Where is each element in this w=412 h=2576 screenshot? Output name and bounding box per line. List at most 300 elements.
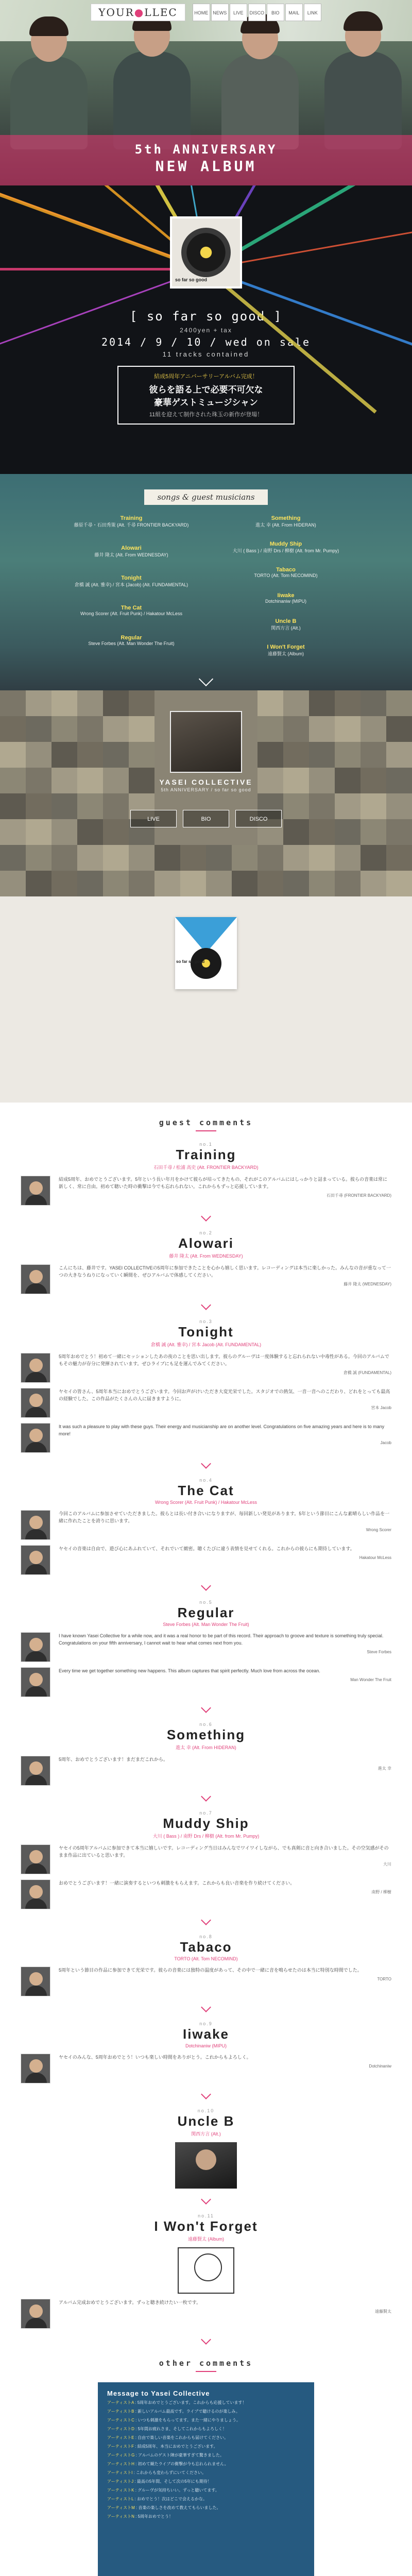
guest-comments-title: guest comments [159, 1118, 253, 1127]
comment-guest: Wrong Scorer (Alt. Fruit Punk) / Hakatour McLess [155, 1500, 257, 1505]
avatar [21, 1545, 50, 1575]
mosaic-tile [180, 845, 206, 871]
mosaic-tile [335, 845, 360, 871]
comment-row [21, 1879, 391, 1909]
album-release [0, 185, 412, 474]
mosaic-tile [360, 845, 386, 871]
mosaic-tile [309, 716, 335, 742]
mosaic-tile [26, 871, 52, 896]
comment-row [21, 1176, 391, 1206]
comment-body [59, 2054, 391, 2070]
mosaic-tile [77, 845, 103, 871]
comment-signature: 藤井 隆太 (WEDNESDAY) [344, 1282, 391, 1286]
mosaic-tile [103, 716, 129, 742]
comment-text: I have known Yasei Collective for a while now, and it was a real honor to be part of this record. Their approach to groove and texture is something truly special. Congratulations on your fifth anniversary, I cannot wait to hear what comes next from you. [59, 1633, 384, 1646]
comment-text: ヤセイのみんな、5周年おめでとう！いつも楽しい時間をありがとう。これからもよろしく。 [59, 2055, 251, 2060]
chevron-down-icon[interactable] [201, 2089, 211, 2099]
comment-row [21, 1353, 391, 1383]
board-title: Message to Yasei Collective [107, 2389, 210, 2397]
board-message: アーティストA : 5周年おめでとうございます。これからも応援しています！ [107, 2400, 247, 2405]
message-author: アーティストG [107, 2453, 135, 2458]
comment-block [0, 2108, 412, 2203]
comment-number: no.1 [199, 1142, 213, 1147]
comment-number: no.4 [199, 1478, 213, 1483]
title-underline [196, 1130, 216, 1131]
comment-row [21, 1388, 391, 1418]
comment-row [21, 1844, 391, 1874]
chevron-down-icon[interactable] [199, 672, 213, 686]
board-message: アーティストD : 5年間お疲れさま、そしてこれからもよろしく！ [107, 2427, 227, 2431]
album-title: [ so far so good ] [129, 309, 283, 324]
track-name: Iiwake [277, 592, 295, 599]
message-author: アーティストJ [107, 2479, 134, 2484]
comment-signature: Man Wonder The Fruit [350, 1677, 391, 1682]
mosaic-tile [129, 845, 154, 871]
track-artist: Wrong Scorer (Alt. Fruit Punk) / Hakatour McLess [80, 611, 182, 616]
comment-text: ヤセイの音楽は自由で、遊び心にあふれていて、それでいて緻密。聴くたびに違う表情を見せてくれる。これからの彼らにも期待しています。 [59, 1546, 355, 1551]
comment-number: no.10 [197, 2108, 215, 2113]
comment-row [21, 1264, 391, 1294]
track-item[interactable] [62, 515, 201, 528]
avatar [21, 1756, 50, 1786]
mosaic-tile [26, 742, 52, 768]
comment-body [59, 1967, 391, 1983]
message-author: アーティストB [107, 2409, 134, 2414]
comment-block [0, 1722, 412, 1800]
comment-block [0, 1934, 412, 2011]
comment-text: 結成5周年、おめでとうございます。5年という長い年月をかけて彼らが培ってきたもの、それがこのアルバムにはしっかりと詰まっている。彼らの音楽は常に新しく、常に自由。初めて聴いた時の衝撃は今でも忘れられない。これからもずっと応援しています。 [59, 1177, 387, 1189]
track-artist: Steve Forbes (Alt. Man Wonder The Fruit) [88, 641, 175, 646]
collective-section [0, 690, 412, 896]
mosaic-tile [309, 819, 335, 845]
comment-song-title: Uncle B [177, 2113, 235, 2129]
comment-signature: 宮本 Jacob [371, 1405, 391, 1410]
track-item[interactable] [216, 592, 355, 604]
other-comments-title: other comments [159, 2359, 253, 2368]
hero [0, 0, 412, 185]
mosaic-tile [386, 742, 412, 768]
track-artist: TORTO (Alt. Tom NECOMIND) [254, 573, 318, 578]
comment-guest: 倉橋 誠 (Alt. 雅幸) / 宮本 Jacob (Alt. FUNDAMENTAL) [150, 1342, 262, 1347]
message-text: 最高の5年間、そして次の5年にも期待！ [136, 2479, 212, 2484]
mosaic-tile [129, 871, 154, 896]
track-artist: 関西方言 (Alt.) [271, 625, 301, 631]
comment-guest: 石田千尋 / 松浦 高史 (Alt. FRONTIER BACKYARD) [153, 1165, 259, 1170]
board-message: アーティストK : グルーヴが気持ちいい。ずっと聴いてます。 [107, 2488, 219, 2493]
comment-signature: Hakatour McLess [359, 1555, 391, 1560]
mosaic-tile [129, 716, 154, 742]
comment-number: no.6 [199, 1722, 213, 1727]
message-text: 新しいアルバム最高です。ライブで聴けるのが楽しみ。 [138, 2409, 240, 2414]
band-subtitle: 5th ANNIVERSARY / so far so good [161, 787, 251, 792]
board-message: アーティストG : アルバムのゲスト陣が豪華すぎて驚きました。 [107, 2453, 224, 2458]
mosaic-tile [0, 716, 26, 742]
mosaic-tile [283, 716, 309, 742]
comment-number: no.8 [199, 1934, 213, 1939]
track-name: Regular [121, 635, 142, 641]
comment-body [59, 1879, 391, 1896]
avatar [21, 1667, 50, 1697]
avatar [21, 1388, 50, 1418]
mosaic-tile [103, 845, 129, 871]
mosaic-tile [335, 793, 360, 819]
comment-guest: 進太 幸 (Alt. From HIDERAN) [176, 1745, 236, 1750]
chevron-down-icon[interactable] [201, 1703, 211, 1713]
track-name: Alowari [121, 545, 142, 551]
board-message: アーティストM : 音楽の楽しさを改めて教えてもらいました。 [107, 2505, 221, 2510]
chevron-down-icon[interactable] [201, 1581, 211, 1591]
track-name: The Cat [121, 605, 142, 611]
track-name: Tonight [121, 575, 142, 581]
avatar [21, 1176, 50, 1206]
mosaic-tile [26, 819, 52, 845]
mosaic-tile [0, 793, 26, 819]
summary-line: 豪華ゲストミュージシャン [154, 398, 258, 408]
comment-text: 5周年、おめでとうございます！まだまだこれから。 [59, 1757, 168, 1762]
mosaic-tile [258, 845, 283, 871]
mosaic-tile [77, 793, 103, 819]
comment-guest: TORTO (Alt. Tom NECOMIND) [174, 1956, 238, 1961]
board-message: アーティストH : 初めて観たライブの衝撃が今も忘れられません。 [107, 2462, 229, 2466]
mosaic-tile [232, 845, 258, 871]
comment-block [0, 1319, 412, 1467]
message-text: グルーヴが気持ちいい。ずっと聴いてます。 [138, 2488, 219, 2493]
message-text: 初めて観たライブの衝撃が今も忘れられません。 [138, 2462, 229, 2466]
comment-song-title: Iiwake [182, 2026, 230, 2042]
guest-comments-section [0, 1103, 412, 2576]
comment-number: no.5 [199, 1600, 213, 1605]
comment-block [0, 2021, 412, 2098]
board-message: アーティストF : 結成5周年、本当におめでとうございます。 [107, 2444, 218, 2449]
album-price: 2400yen + tax [180, 327, 232, 334]
mosaic-tile [52, 793, 77, 819]
message-author: アーティストC [107, 2418, 134, 2422]
mosaic-tile [258, 690, 283, 716]
avatar [21, 1879, 50, 1909]
message-text: これからも変わらずにいてください。 [136, 2470, 207, 2475]
cover-art-section [0, 896, 412, 1103]
message-text: 5周年おめでとうございます。これからも応援しています！ [137, 2400, 247, 2405]
mosaic-tile [309, 793, 335, 819]
comment-row [21, 1967, 391, 1996]
chevron-down-icon[interactable] [201, 1300, 211, 1310]
mosaic-tile [103, 690, 129, 716]
track-item[interactable] [62, 605, 201, 616]
comment-body [59, 1545, 391, 1562]
comment-block [0, 2213, 412, 2343]
mosaic-tile [309, 690, 335, 716]
mosaic-tile [360, 871, 386, 896]
message-board [98, 2382, 314, 2576]
album-jacket [175, 917, 237, 989]
board-message: アーティストJ : 最高の5年間、そして次の5年にも期待！ [107, 2479, 212, 2484]
comment-song-title: Tabaco [180, 1939, 232, 1955]
comment-body [59, 1632, 391, 1656]
mosaic-tile [283, 690, 309, 716]
mosaic-tile [103, 742, 129, 768]
comment-guest: 遠藤賢太 (Album) [187, 2236, 224, 2242]
track-item[interactable] [216, 515, 355, 528]
message-author: アーティストE [107, 2435, 134, 2440]
mosaic-tile [77, 716, 103, 742]
message-text: アルバムのゲスト陣が豪華すぎて驚きました。 [138, 2453, 224, 2458]
comment-song-title: I Won't Forget [154, 2218, 258, 2234]
collective-buttons [124, 810, 288, 827]
avatar [21, 1264, 50, 1294]
track-item[interactable] [216, 644, 355, 657]
comment-signature: Dotchinaniw [369, 2064, 391, 2069]
comment-text: ヤセイの5周年アルバムに参加できて本当に嬉しいです。レコーディング当日はみんなでワイワイしながら、でも真剣に音と向き合いました。その空気感がそのまま作品に出ていると思います。 [59, 1845, 389, 1858]
comment-text: 5周年おめでとう！初めて一緒にセッションしたあの夜のことを思い出します。彼らのグルーヴは一度体験すると忘れられない中毒性がある。今回のアルバムでもその魅力が存分に発揮されています。ぜひライブにも足を運んでみてください。 [59, 1354, 389, 1366]
comment-block [0, 1478, 412, 1589]
board-message: アーティストE : 自由で楽しい音楽をこれからも届けてください。 [107, 2435, 229, 2440]
comment-text: 5周年という節目の作品に参加できて光栄です。彼らの音楽には独特の温度があって、その中で一緒に音を鳴らせたのは本当に特別な時間でした。 [59, 1968, 362, 1973]
chevron-down-icon[interactable] [201, 1459, 211, 1469]
mosaic-tile [360, 793, 386, 819]
comment-number: no.2 [199, 1230, 213, 1235]
comment-row [21, 1667, 391, 1697]
comment-list [0, 1142, 412, 2343]
track-artist: 藤原千尋・石田秀策 (Alt. 千尋 FRONTIER BACKYARD) [74, 522, 189, 528]
track-name: Training [120, 515, 143, 521]
message-author: アーティストA [107, 2400, 134, 2405]
mosaic-tile [360, 819, 386, 845]
comment-row [21, 1545, 391, 1575]
mosaic-tile [77, 871, 103, 896]
summary-line: 彼らを語る上で必要不可欠な [149, 385, 263, 395]
mosaic-tile [0, 819, 26, 845]
comment-text: Every time we get together something new happens. This album captures that spirit perfectly. Much love from across the ocean. [59, 1668, 320, 1673]
message-text: 5周年おめでとう！ [138, 2514, 174, 2519]
nav-item-news[interactable]: NEWS [211, 4, 229, 21]
comment-signature: 大川 [383, 1862, 391, 1867]
mosaic-tile [258, 871, 283, 896]
chevron-down-icon[interactable] [201, 1211, 211, 1222]
chevron-down-icon[interactable] [201, 2194, 211, 2205]
mosaic-tile [52, 742, 77, 768]
songs-heading: songs & guest musicians [144, 489, 268, 505]
comment-block [0, 1142, 412, 1220]
release-date: 2014 / 9 / 10 / wed on sale [101, 336, 311, 348]
mosaic-tile [386, 845, 412, 871]
track-artist: 大川 ( Bass ) / 南野 Drs / 柳樹 (Alt. from Mr. Pumpy) [232, 548, 339, 553]
mosaic-tile [154, 845, 180, 871]
record-disc-icon [181, 228, 231, 277]
mosaic-tile [360, 690, 386, 716]
chevron-down-icon[interactable] [201, 1915, 211, 1925]
comment-guest: 関西方言 (Alt.) [191, 2131, 221, 2137]
comment-body [59, 1756, 391, 1772]
message-text: 5年間お疲れさま、そしてこれからもよろしく！ [138, 2427, 227, 2431]
comment-guest: Dotchinaniw (MIPU) [185, 2043, 227, 2048]
collective-button-bio[interactable]: BIO [183, 810, 229, 827]
nav-item-mail[interactable]: MAIL [285, 4, 303, 21]
mosaic-tile [283, 845, 309, 871]
banner-line-2: NEW ALBUM [155, 158, 257, 175]
message-text: いつも刺激をもらってます。また一緒にやりましょう。 [138, 2418, 241, 2422]
top-navigation [0, 0, 412, 25]
comment-number: no.11 [198, 2213, 214, 2218]
comment-number: no.3 [199, 1319, 213, 1324]
track-item[interactable] [216, 618, 355, 631]
mosaic-tile [360, 716, 386, 742]
comment-signature: TORTO [377, 1977, 391, 1981]
comment-signature: 進太 幸 [377, 1766, 391, 1771]
mosaic-tile [52, 690, 77, 716]
mosaic-tile [129, 690, 154, 716]
jacket-label: so far so good [176, 959, 205, 964]
track-item[interactable] [62, 545, 201, 558]
mosaic-tile [52, 716, 77, 742]
songs-section [0, 474, 412, 690]
mosaic-tile [0, 690, 26, 716]
mosaic-tile [52, 871, 77, 896]
avatar [21, 2054, 50, 2083]
mosaic-tile [309, 845, 335, 871]
track-name: Tabaco [276, 567, 296, 573]
comment-number: no.7 [199, 1810, 213, 1816]
mosaic-tile [206, 871, 232, 896]
track-name: Muddy Ship [269, 541, 302, 547]
site-logo[interactable]: YOUR●LLEC [91, 4, 185, 21]
mosaic-tile [0, 845, 26, 871]
track-artist: Dotchinaniw (MIPU) [265, 599, 307, 604]
nav-item-disco[interactable]: DISCO [248, 4, 266, 21]
nav-item-bio[interactable]: BIO [267, 4, 284, 21]
track-name: Something [271, 515, 301, 521]
comment-signature: 遠藤賢太 [375, 2309, 391, 2314]
summary-line: 結成5周年アニバーサリーアルバム完成！ [154, 374, 258, 380]
track-name: Uncle B [275, 618, 297, 624]
chevron-down-icon[interactable] [201, 2334, 211, 2345]
summary-line: 11組を迎えて制作された珠玉の新作が登場！ [149, 412, 263, 418]
message-author: アーティストL [107, 2497, 134, 2501]
mosaic-tile [129, 742, 154, 768]
message-author: アーティストK [107, 2488, 134, 2493]
track-item[interactable] [62, 575, 201, 588]
board-message: アーティストI : これからも変わらずにいてください。 [107, 2470, 207, 2475]
comment-signature: 南野 / 柳樹 [371, 1890, 391, 1894]
track-item[interactable] [216, 567, 355, 578]
guest-photo [175, 2142, 237, 2189]
cover-label: so far so good [175, 277, 208, 282]
comment-text: It was such a pleasure to play with these guys. Their energy and musicianship are on another level. Congratulations on five amazing years and here is to many more! [59, 1424, 385, 1436]
chevron-down-icon[interactable] [201, 1791, 211, 1802]
avatar [21, 1423, 50, 1453]
mosaic-tile [26, 690, 52, 716]
message-author: アーティストH [107, 2462, 134, 2466]
board-message: アーティストN : 5周年おめでとう！ [107, 2514, 174, 2519]
mosaic-tile [386, 871, 412, 896]
comment-signature: Steve Forbes [367, 1650, 391, 1654]
comment-song-title: Alowari [178, 1235, 234, 1251]
comment-signature: Jacob [380, 1440, 391, 1445]
collective-button-live[interactable]: LIVE [130, 810, 177, 827]
mosaic-tile [386, 716, 412, 742]
board-message: アーティストL : おめでとう！次はどこで会えるかな。 [107, 2497, 207, 2501]
comment-song-title: Tonight [178, 1324, 234, 1340]
mosaic-tile [103, 871, 129, 896]
track-item[interactable] [216, 541, 355, 554]
message-text: 結成5周年、本当におめでとうございます。 [137, 2444, 218, 2449]
band-name: YASEI COLLECTIVE [159, 778, 253, 786]
message-author: アーティストM [107, 2505, 135, 2510]
comment-row [21, 1756, 391, 1786]
message-text: おめでとう！次はどこで会えるかな。 [136, 2497, 207, 2501]
comment-guest: 大川 ( Bass ) / 南野 Drs / 柳樹 (Alt. from Mr. Pumpy) [152, 1834, 260, 1839]
mosaic-tile [26, 793, 52, 819]
track-count: 11 tracks contained [162, 350, 250, 358]
mosaic-tile [26, 845, 52, 871]
avatar [21, 1844, 50, 1874]
board-message: アーティストB : 新しいアルバム最高です。ライブで聴けるのが楽しみ。 [107, 2409, 240, 2414]
comment-text: おめでとうございます！一緒に演奏するといつも刺激をもらえます。これからも良い音楽を作り続けてください。 [59, 1880, 295, 1886]
comment-song-title: Something [166, 1727, 246, 1742]
comment-body [59, 1844, 391, 1868]
mosaic-tile [258, 716, 283, 742]
mosaic-tile [154, 871, 180, 896]
album-cover [170, 216, 242, 289]
mosaic-tile [335, 819, 360, 845]
comment-block [0, 1230, 412, 1309]
mosaic-tile [283, 871, 309, 896]
mosaic-tile [52, 845, 77, 871]
board-message: アーティストC : いつも刺激をもらってます。また一緒にやりましょう。 [107, 2418, 241, 2422]
avatar [21, 1510, 50, 1540]
comment-song-title: The Cat [178, 1483, 234, 1498]
mosaic-tile [0, 742, 26, 768]
board-lines [107, 2400, 305, 2520]
message-author: アーティストF [107, 2444, 134, 2449]
mosaic-tile [386, 819, 412, 845]
nav-item-home[interactable]: HOME [193, 4, 210, 21]
comment-block [0, 1810, 412, 1924]
mosaic-tile [180, 871, 206, 896]
message-author: アーティストD [107, 2427, 134, 2431]
mosaic-tile [77, 819, 103, 845]
comment-block [0, 1600, 412, 1711]
mosaic-tile [52, 819, 77, 845]
comment-text: 今回このアルバムに参加させていただきました。彼らとは長い付き合いになりますが、毎回新しい発見があります。5年という節目にこんな素晴らしい作品を一緒に作れたことを誇りに思います。 [59, 1511, 390, 1523]
comment-body [59, 1667, 391, 1684]
comment-signature: 倉橋 誠 (FUNDAMENTAL) [343, 1370, 391, 1375]
comment-text: ヤセイの皆さん、5周年本当におめでとうございます。今回お声がけいただき大変光栄でした。スタジオでの熱気、一音一音へのこだわり、どれをとっても最高の経験でした。この作品がたくさんの人に届きますように。 [59, 1389, 390, 1401]
comment-row [21, 1423, 391, 1453]
mosaic-tile [386, 690, 412, 716]
comment-row [21, 2299, 391, 2329]
band-photo [170, 711, 242, 773]
chevron-down-icon[interactable] [201, 2002, 211, 2012]
nav-item-link[interactable]: LINK [304, 4, 321, 21]
nav-item-live[interactable]: LIVE [230, 4, 247, 21]
avatar [21, 1967, 50, 1996]
avatar [21, 1353, 50, 1383]
comment-body [59, 1388, 391, 1412]
comment-body [59, 1353, 391, 1377]
comment-number: no.9 [199, 2021, 213, 2026]
track-artist: 遠藤賢太 (Album) [267, 651, 304, 656]
nav-list [193, 4, 321, 21]
comment-row [21, 2054, 391, 2083]
avatar [21, 1632, 50, 1662]
mosaic-tile [77, 690, 103, 716]
collective-button-disco[interactable]: DISCO [235, 810, 282, 827]
comment-text: こんにちは、藤井です。YASEI COLLECTIVEの5周年に参加できたことを心から嬉しく思います。レコーディングは本当に楽しかった。みんなの音が重なって一つの大きなうねりになっていく瞬間を、ぜひアルバムで体感してください。 [59, 1265, 391, 1278]
track-item[interactable] [62, 635, 201, 646]
comment-body [59, 1176, 391, 1199]
guest-logo-icon [178, 2247, 234, 2294]
comment-body [59, 1423, 391, 1447]
